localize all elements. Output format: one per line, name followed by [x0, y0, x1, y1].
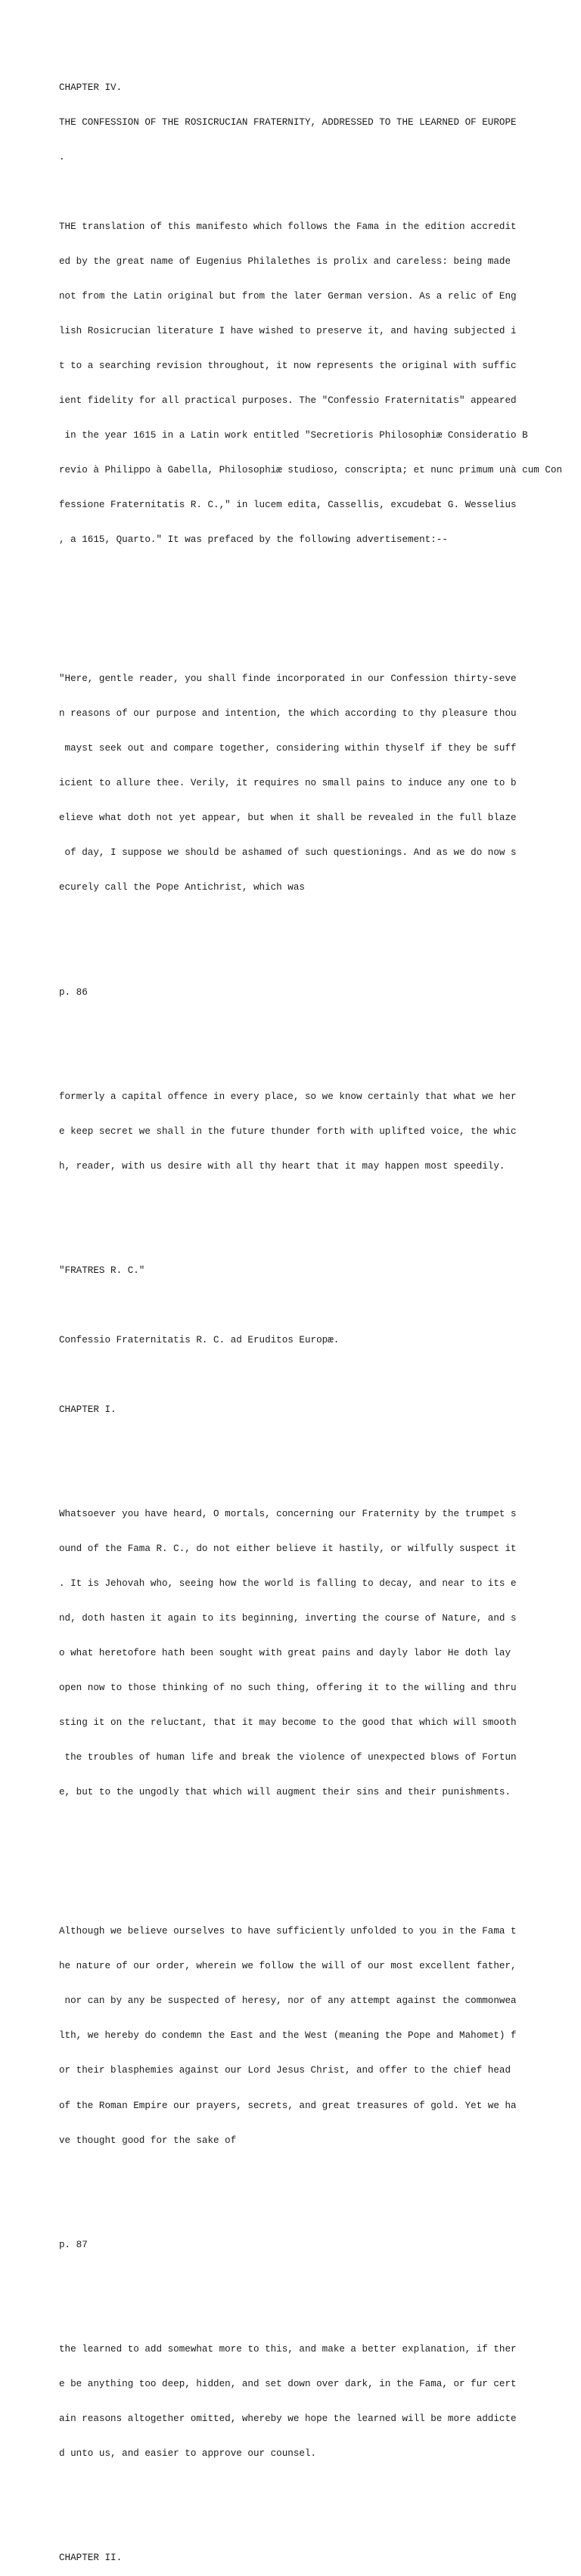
paragraph-gap — [59, 1439, 581, 1451]
text-line: icient to allure thee. Verily, it requires no small pains to induce any one to b — [59, 778, 517, 789]
text-line: open now to those thinking of no such thing, offering it to the willing and thru — [59, 1683, 517, 1694]
text-line: mayst seek out and compare together, considering within thyself if they be suff — [59, 743, 517, 754]
paragraph-gap — [59, 604, 581, 615]
intro-paragraph — [59, 198, 581, 569]
paragraph-gap — [59, 2518, 581, 2529]
text-line: of the Roman Empire our prayers, secrets, and great treasures of gold. Yet we ha — [59, 2100, 517, 2111]
document-page — [59, 59, 581, 2576]
text-line: revio à Philippo à Gabella, Philosophiæ studioso, conscripta; et nunc primum unà cum Con — [59, 465, 563, 476]
paragraph-gap — [59, 2205, 581, 2216]
text-line: n reasons of our purpose and intention, the which according to thy pleasure thou — [59, 708, 517, 720]
text-line: lish Rosicrucian literature I have wished to preserve it, and having subjected i — [59, 325, 517, 336]
latin-title: Confessio Fraternitatis R. C. ad Eruditos Europæ. — [59, 1334, 340, 1345]
text-line: e keep secret we shall in the future thunder forth with uplifted voice, the whic — [59, 1125, 517, 1137]
text-line: fessione Fraternitatis R. C.," in lucem edita, Cassellis, excudebat G. Wesselius — [59, 500, 517, 511]
text-line: ient fidelity for all practical purposes. The "Confessio Fraternitatis" appeared — [59, 395, 517, 406]
text-line: formerly a capital offence in every place, so we know certainly that what we her — [59, 1091, 517, 1102]
text-line: he nature of our order, wherein we follow the will of our most excellent father, — [59, 1961, 517, 1972]
document-title: THE CONFESSION OF THE ROSICRUCIAN FRATERNITY, ADDRESSED TO THE LEARNED OF EUROPE — [59, 116, 517, 128]
text-line: e be anything too deep, hidden, and set down over dark, in the Fama, or fur cert — [59, 2378, 517, 2389]
page-marker: p. 87 — [59, 2239, 88, 2250]
chapter-two-heading: CHAPTER II. — [59, 2552, 123, 2563]
text-line: or their blasphemies against our Lord Jesus Christ, and offer to the chief head — [59, 2065, 511, 2076]
text-line: t to a searching revision throughout, it now represents the original with suffic — [59, 360, 517, 371]
text-line: Whatsoever you have heard, O mortals, concerning our Fraternity by the trumpet s — [59, 1508, 517, 1519]
chapter-one-paragraph-2 — [59, 1903, 581, 2170]
text-line: sting it on the reluctant, that it may become to the good that which will smooth — [59, 1717, 517, 1729]
paragraph-gap — [59, 1022, 581, 1033]
paragraph-gap — [59, 1856, 581, 1868]
final-paragraph — [59, 2321, 581, 2483]
signature: "FRATRES R. C." — [59, 1265, 145, 1276]
text-line: the troubles of human life and break the violence of unexpected blows of Fortun — [59, 1752, 517, 1763]
text-line: nd, doth hasten it again to its beginning, inverting the course of Nature, and s — [59, 1613, 517, 1624]
text-line: h, reader, with us desire with all thy heart that it may happen most speedily. — [59, 1160, 505, 1172]
text-line: ed by the great name of Eugenius Philalethes is prolix and careless: being made — [59, 255, 511, 267]
chapter-one-paragraph-1 — [59, 1485, 581, 1822]
text-line: . It is Jehovah who, seeing how the world is falling to decay, and near to its e — [59, 1578, 517, 1590]
text-line: ound of the Fama R. C., do not either believe it hastily, or wilfully suspect it — [59, 1543, 517, 1554]
text-line: Although we believe ourselves to have sufficiently unfolded to you in the Fama t — [59, 1926, 517, 1937]
text-line: "Here, gentle reader, you shall finde incorporated in our Confession thirty-seve — [59, 673, 517, 685]
text-line: in the year 1615 in a Latin work entitled "Secretioris Philosophiæ Consideratio B — [59, 430, 528, 441]
text-line: d unto us, and easier to approve our counsel. — [59, 2448, 317, 2459]
advertisement-paragraph — [59, 651, 581, 918]
page-marker: p. 86 — [59, 986, 88, 998]
paragraph-gap — [59, 1300, 581, 1311]
paragraph-gap — [59, 2274, 581, 2286]
text-line: ecurely call the Pope Antichrist, which was — [59, 882, 305, 893]
text-line: nor can by any be suspected of heresy, nor of any attempt against the commonwea — [59, 1995, 517, 2007]
paragraph-gap — [59, 1231, 581, 1242]
text-line: not from the Latin original but from the later German version. As a relic of Eng — [59, 290, 517, 302]
text-line: THE translation of this manifesto which follows the Fama in the edition accredit — [59, 221, 517, 232]
text-line: the learned to add somewhat more to this, and make a better explanation, if ther — [59, 2343, 517, 2355]
chapter-one-heading: CHAPTER I. — [59, 1404, 117, 1415]
text-line: elieve what doth not yet appear, but when it shall be revealed in the full blaze — [59, 813, 517, 824]
continuation-paragraph — [59, 1068, 581, 1196]
text-line: ve thought good for the sake of — [59, 2135, 237, 2146]
text-line: ain reasons altogether omitted, whereby we hope the learned will be more addicte — [59, 2413, 517, 2424]
text-line: of day, I suppose we should be ashamed of such questionings. And as we do now s — [59, 847, 517, 859]
paragraph-gap — [59, 952, 581, 963]
document-title-tail: . — [59, 151, 65, 163]
text-line: lth, we hereby do condemn the East and the West (meaning the Pope and Mahomet) f — [59, 2030, 517, 2042]
text-line: , a 1615, Quarto." It was prefaced by the following advertisement:-- — [59, 534, 448, 546]
text-line: o what heretofore hath been sought with great pains and dayly labor He doth lay — [59, 1648, 511, 1659]
text-line: e, but to the ungodly that which will augment their sins and their punishments. — [59, 1787, 511, 1798]
chapter-heading: CHAPTER IV. — [59, 82, 123, 93]
paragraph-gap — [59, 1370, 581, 1381]
